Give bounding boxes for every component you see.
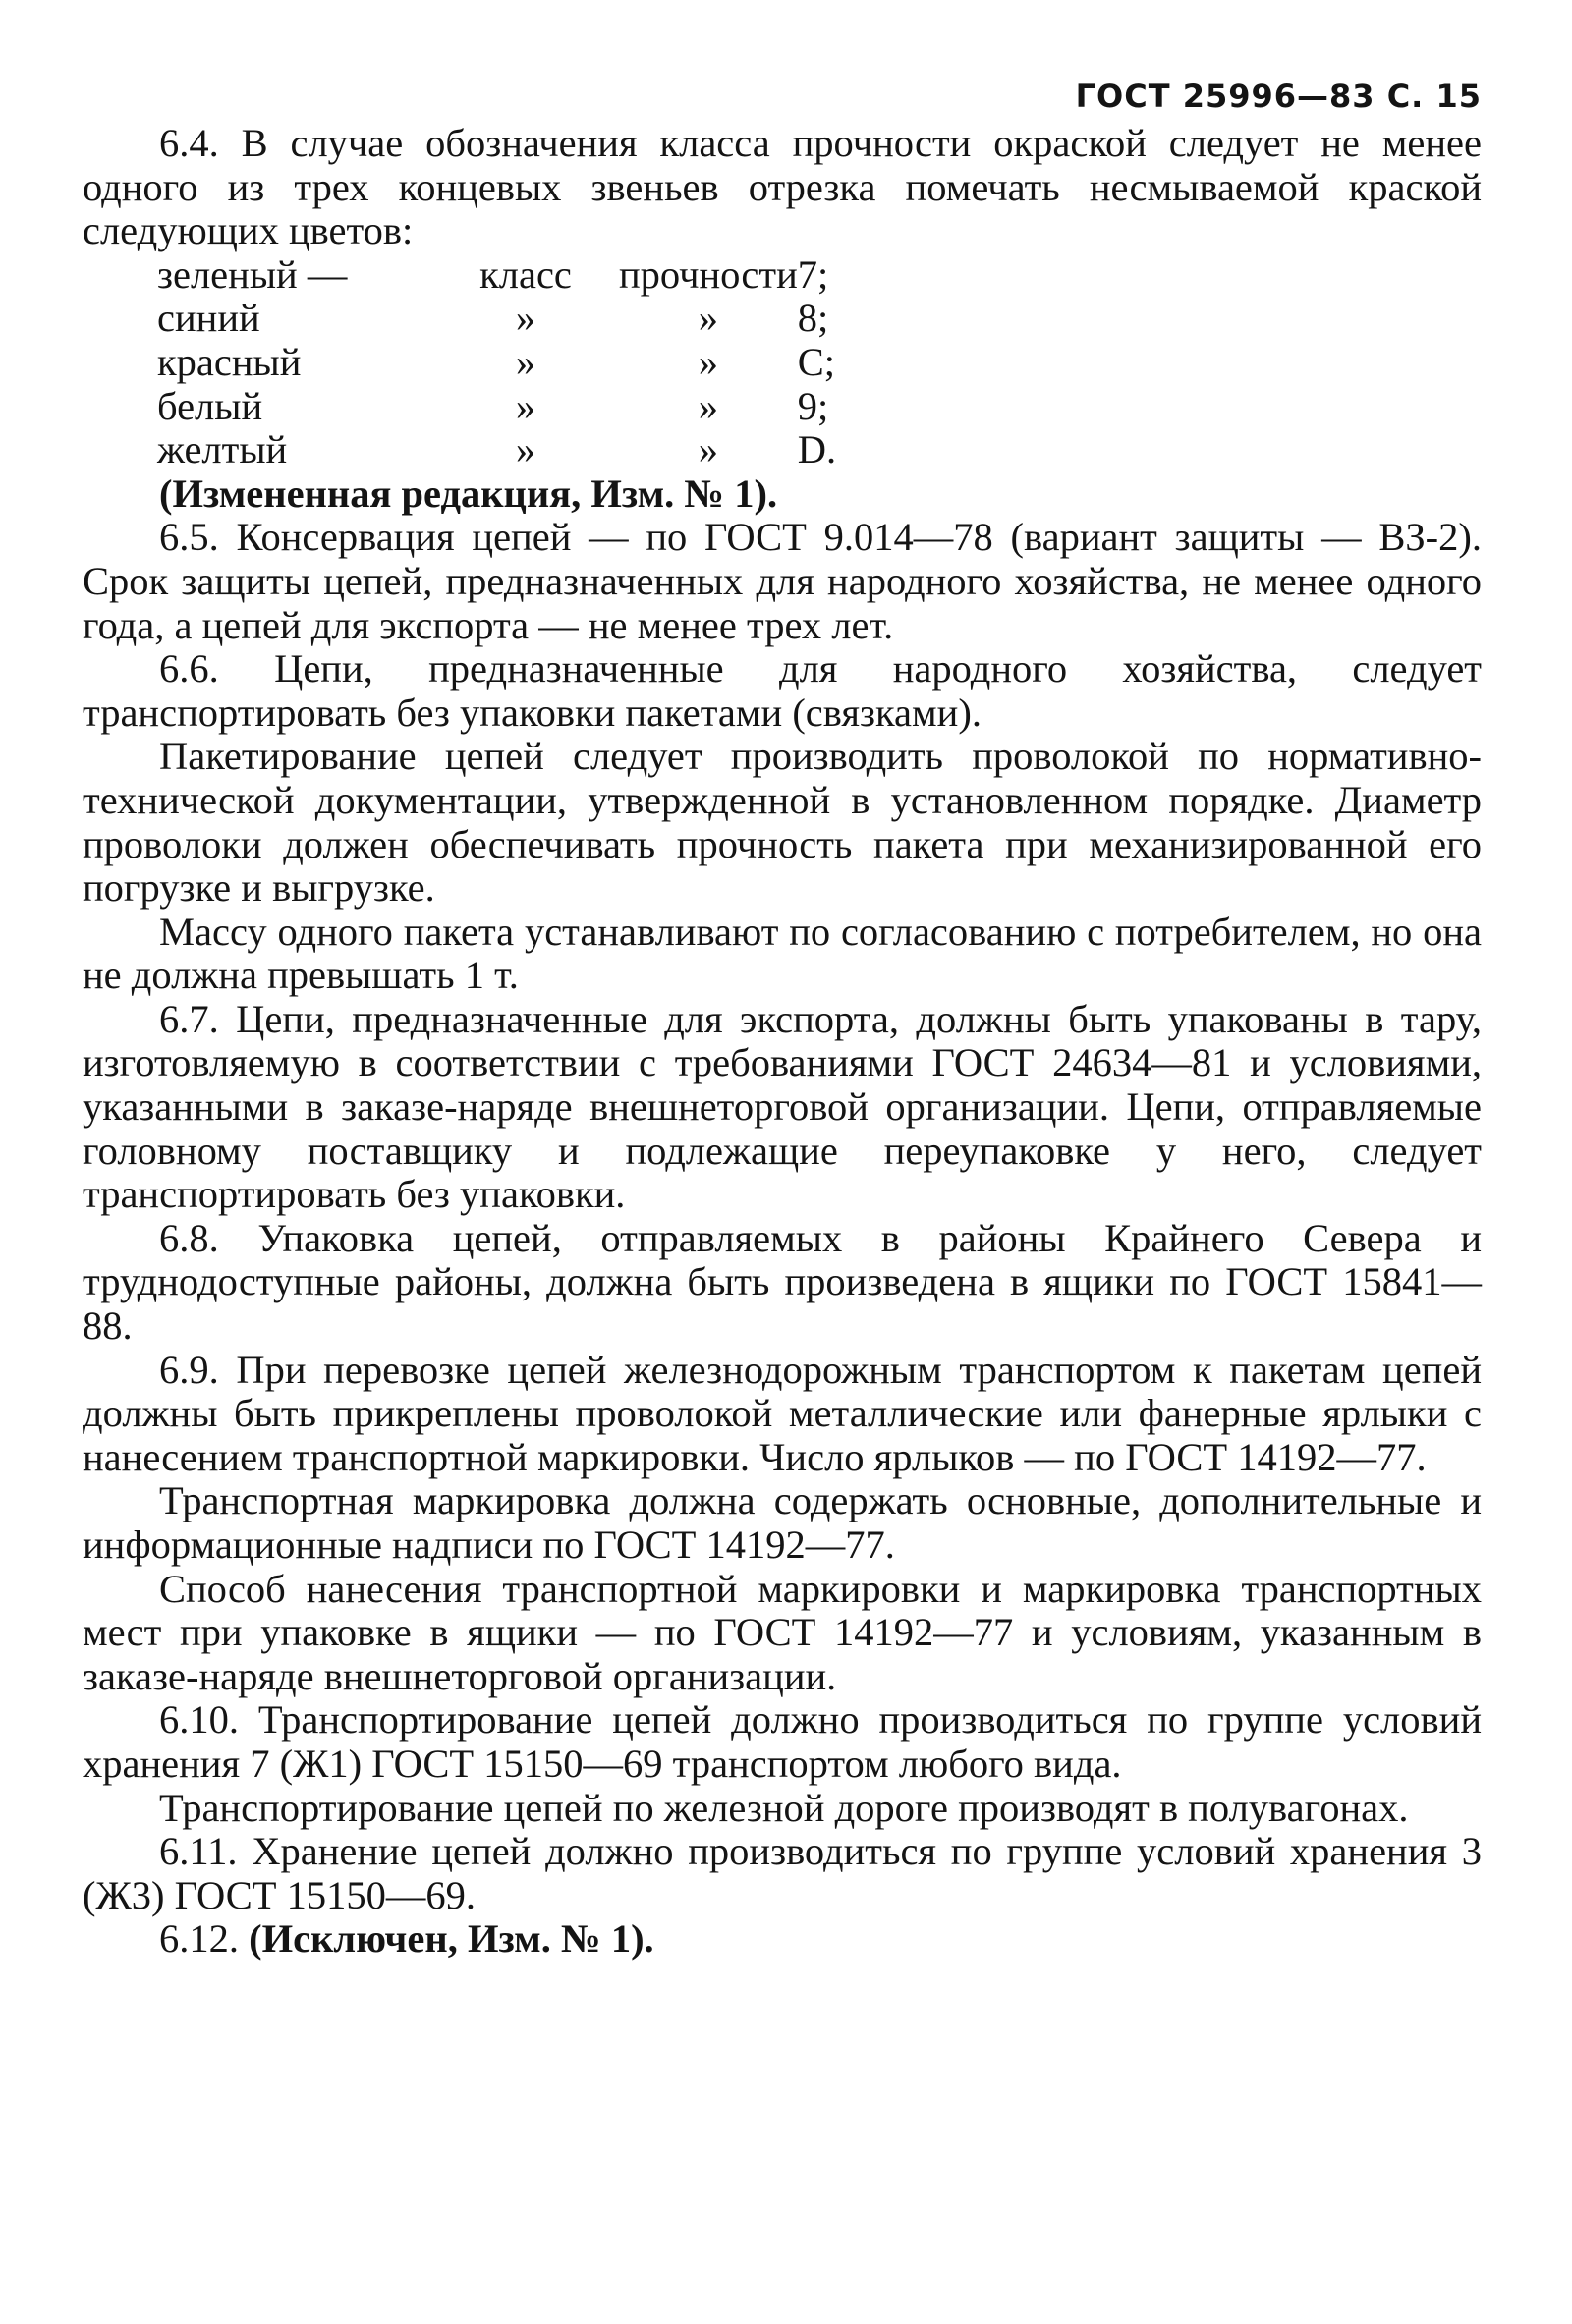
color-col-b: » bbox=[698, 296, 719, 341]
clause-6-9: 6.9. При перевозке цепей железнодорожным транспортом к пакетам цепей должны быть прикреплены проволокой металлические или фанерные ярлыки с нанесением транспортной маркировки. Число ярлыков — по ГОСТ 14192—77. bbox=[83, 1347, 1482, 1479]
clause-6-6-packaging: Пакетирование цепей следует производить проволокой по нормативно-технической документации, утвержденной в установленном порядке. Диаметр проволоки должен обеспечивать прочность пакета при механизированной его погрузке и выгрузке. bbox=[83, 734, 1482, 911]
strength-class: С; bbox=[797, 339, 836, 384]
color-row bbox=[157, 297, 836, 341]
color-col-b: » bbox=[698, 383, 719, 428]
color-col-a: » bbox=[515, 383, 536, 428]
color-col-b: » bbox=[698, 427, 719, 472]
color-col-a: » bbox=[515, 427, 536, 472]
strength-class: 9; bbox=[797, 383, 829, 428]
color-class-table bbox=[157, 253, 836, 472]
clause-6-10: 6.10. Транспортирование цепей должно производиться по группе условий хранения 7 (Ж1) ГОСТ 15150—69 транспортом любого вида. bbox=[83, 1697, 1482, 1786]
clause-6-7: 6.7. Цепи, предназначенные для экспорта, должны быть упакованы в тару, изготовляемую в соответствии с требованиями ГОСТ 24634—81 и условиями, указанными в заказе-наряде внешнеторговой организации. Цепи, отправляемые головному поставщику и подлежащие переупаковке у него, следует транспортировать без упаковки. bbox=[83, 996, 1482, 1217]
color-name: красный bbox=[157, 339, 302, 384]
strength-class: 8; bbox=[797, 296, 829, 341]
clause-6-12 bbox=[83, 1917, 1482, 1962]
color-name: зеленый — bbox=[157, 251, 348, 297]
clause-6-10-railway: Транспортирование цепей по железной дороге производят в полувагонах. bbox=[159, 1785, 1409, 1830]
color-row bbox=[157, 385, 836, 429]
color-col-a: » bbox=[515, 296, 536, 341]
strength-class: 7; bbox=[797, 251, 829, 297]
page-header: ГОСТ 25996—83 С. 15 bbox=[1075, 78, 1482, 115]
clause-6-9-marking: Транспортная маркировка должна содержать основные, дополнительные и информационные надписи по ГОСТ 14192—77. bbox=[83, 1478, 1482, 1567]
color-col-a: класс bbox=[479, 251, 572, 297]
color-row bbox=[157, 253, 836, 298]
clause-6-4: 6.4. В случае обозначения класса прочности окраской следует не менее одного из трех концевых звеньев отрезка помечать несмываемой краской следующих цветов: bbox=[83, 121, 1482, 253]
color-col-b: » bbox=[698, 339, 719, 384]
clause-6-6: 6.6. Цепи, предназначенные для народного хозяйства, следует транспортировать без упаковки пакетами (связками). bbox=[83, 646, 1482, 735]
color-row bbox=[157, 428, 836, 472]
clause-6-8: 6.8. Упаковка цепей, отправляемых в районы Крайнего Севера и труднодоступные районы, должна быть произведена в ящики по ГОСТ 15841—88. bbox=[83, 1215, 1482, 1349]
clause-6-9-method: Способ нанесения транспортной маркировки и маркировка транспортных мест при упаковке в ящики — по ГОСТ 14192—77 и условиям, указанным в заказе-наряде внешнеторговой организации. bbox=[83, 1566, 1482, 1698]
strength-class: D. bbox=[797, 427, 837, 472]
color-name: синий bbox=[157, 296, 260, 341]
clause-6-11: 6.11. Хранение цепей должно производиться по группе условий хранения 3 (Ж3) ГОСТ 15150—69. bbox=[83, 1829, 1482, 1917]
amendment-note: (Измененная редакция, Изм. № 1). bbox=[159, 470, 778, 516]
clause-6-6-mass: Массу одного пакета устанавливают по согласованию с потребителем, но она не должна превышать 1 т. bbox=[83, 909, 1482, 998]
color-row bbox=[157, 341, 836, 385]
color-name: белый bbox=[157, 383, 263, 428]
clause-6-12-text: (Исключен, Изм. № 1). bbox=[249, 1916, 654, 1962]
clause-6-5: 6.5. Консервация цепей — по ГОСТ 9.014—78 (вариант защиты — ВЗ-2). Срок защиты цепей, предназначенных для народного хозяйства, не менее одного года, а цепей для экспорта — не менее трех лет. bbox=[83, 515, 1482, 647]
color-name: желтый bbox=[157, 427, 288, 472]
color-col-b: прочности bbox=[619, 251, 798, 297]
clause-6-12-number: 6.12. bbox=[159, 1916, 239, 1962]
color-col-a: » bbox=[515, 339, 536, 384]
document-page bbox=[83, 71, 1482, 1962]
